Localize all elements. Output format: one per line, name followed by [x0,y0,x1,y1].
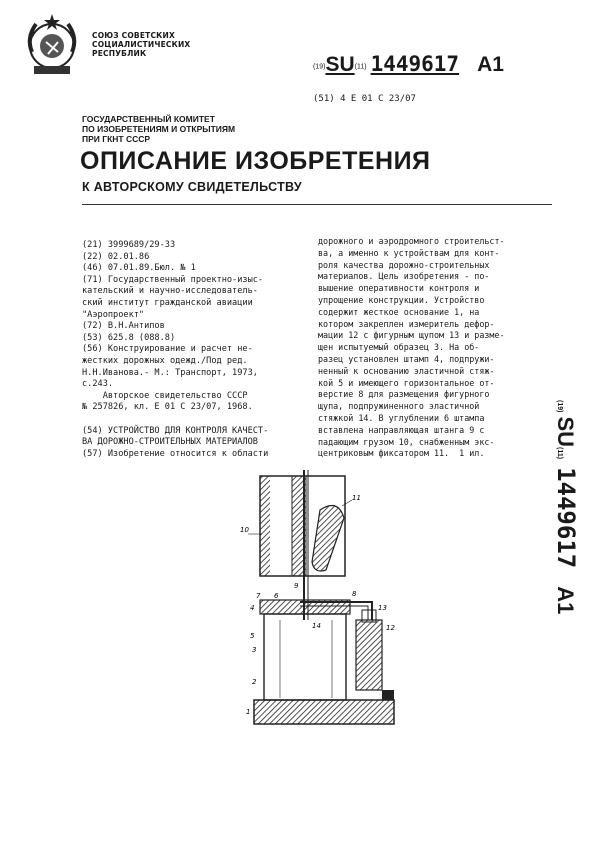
inid-code-19: (19) [313,63,326,71]
abstract-line: верстие 8 для размещения фигурного [318,389,490,400]
abstract-line: разец установлен штамп 4, подпружи- [318,353,495,364]
abstract-line: содержит жесткое основание 1, на [318,306,480,317]
device-drawing-svg [240,470,410,732]
part-label-13: 13 [378,604,387,612]
abstract-line: ва, а именно к устройствам для конт- [318,247,500,258]
committee-name [82,114,235,144]
patent-number: 1449617 [370,52,460,76]
abstract-line: котором закреплен измеритель дефор- [318,318,495,329]
abstract-line: центриковым фиксатором 11. 1 ил. [318,448,485,459]
abstract-line: кой 5 и имеющего горизонтальное от- [318,377,495,388]
biblio-line: (46) 07.01.89.Бюл. № 1 [82,263,196,274]
abstract-line: щупа, подпружиненного эластичной [318,401,480,412]
part-label-3: 3 [252,646,257,654]
abstract-line: вставлена направляющая штанга 9 с [318,424,485,435]
biblio-line: (21) 3999689/29-33 [82,240,176,250]
kind-code: A1 [477,53,504,76]
inid-code-11: (11) [556,447,563,460]
country-code: SU [325,53,355,76]
part-label-8: 8 [352,590,357,598]
abstract-line: дорожного и аэродромного строительст- [318,236,505,246]
committee-line: ГОСУДАРСТВЕННЫЙ КОМИТЕТ [82,114,215,124]
country-name [92,31,190,58]
biblio-line: (56) Конструирование и расчет не- [82,344,253,355]
part-label-1: 1 [246,708,251,716]
biblio-line: Авторское свидетельство СССР [82,390,248,401]
ipc-classification: (51) 4 E 01 C 23/07 [313,94,416,104]
abstract-line: падающим грузом 10, снабженным экс- [318,436,495,447]
committee-line: ПРИ ГКНТ СССР [82,134,151,144]
biblio-line: жестких дорожных одежд./Под ред. [82,355,248,366]
org-line: РЕСПУБЛИК [92,49,147,58]
invention-title-line: (54) УСТРОЙСТВО ДЛЯ КОНТРОЛЯ КАЧЕСТ- [82,425,269,436]
biblio-line: № 257826, кл. Е 01 С 23/07, 1968. [82,402,253,413]
deformation-meter [356,620,382,690]
part-label-2: 2 [252,678,257,686]
abstract-line: щен испытуемый образец 3. На об- [318,342,480,353]
part-label-14: 14 [312,622,321,630]
biblio-line: (72) В.Н.Антипов [82,321,165,332]
part-label-4: 4 [250,604,255,612]
abstract-line: стяжкой 14. В углублении 6 штампа [318,412,485,423]
ussr-emblem-icon [20,12,84,82]
org-line: СОЮЗ СОВЕТСКИХ [92,31,175,40]
abstract-line: мации 12 с фигурным щупом 13 и разме- [318,330,505,341]
country-code: SU [553,416,578,448]
committee-line: ПО ИЗОБРЕТЕНИЯМ И ОТКРЫТИЯМ [82,124,236,134]
abstract-line: ненный к основанию эластичной стяж- [318,365,495,376]
org-line: СОЦИАЛИСТИЧЕСКИХ [92,40,191,49]
abstract-line: упрощение конструкции. Устройство [318,294,485,305]
abstract-line: вышение оперативности контроля и [318,283,480,294]
biblio-line: Н.Н.Иванова.- М.: Транспорт, 1973, [82,367,258,378]
document-title: ОПИСАНИЕ ИЗОБРЕТЕНИЯ [80,147,431,175]
eccentric-clamp [312,506,344,572]
part-label-12: 12 [386,624,395,632]
kind-code: A1 [553,586,578,615]
part-label-9: 9 [294,582,299,590]
patent-number-header [313,52,504,77]
part-label-5: 5 [250,632,255,640]
abstract-text [318,236,548,460]
biblio-line: ский институт гражданской авиации [82,297,253,308]
part-label-10: 10 [240,526,249,534]
biblio-line: (53) 625.8 (088.8) [82,332,176,343]
inid-code-11: (11) [354,63,367,71]
biblio-line: с.243. [82,379,114,390]
part-label-11: 11 [352,494,361,502]
biblio-line: "Аэропроект" [82,309,145,320]
biblio-line: кательский и научно-исследователь- [82,286,258,297]
vertical-patent-number [550,400,590,700]
sample [264,614,346,700]
document-subtitle: К АВТОРСКОМУ СВИДЕТЕЛЬСТВУ [82,180,302,194]
abstract-line: роля качества дорожно-строительных [318,259,490,270]
invention-title-line: ВА ДОРОЖНО-СТРОИТЕЛЬНЫХ МАТЕРИАЛОВ [82,437,258,448]
abstract-line: материалов. Цель изобретения - по- [318,271,490,282]
device-drawing [240,470,410,732]
inid-code-19: (19) [556,400,563,413]
part-label-6: 6 [274,592,279,600]
biblio-line: (22) 02.01.86 [82,251,150,262]
abstract-start-line: (57) Изобретение относится к области [82,448,269,459]
base [254,700,394,724]
biblio-line [82,414,310,426]
bibliographic-data [82,240,310,460]
biblio-line: (71) Государственный проектно-изыс- [82,274,264,285]
divider [82,204,552,205]
part-label-7: 7 [256,592,261,600]
patent-number: 1449617 [552,467,580,569]
